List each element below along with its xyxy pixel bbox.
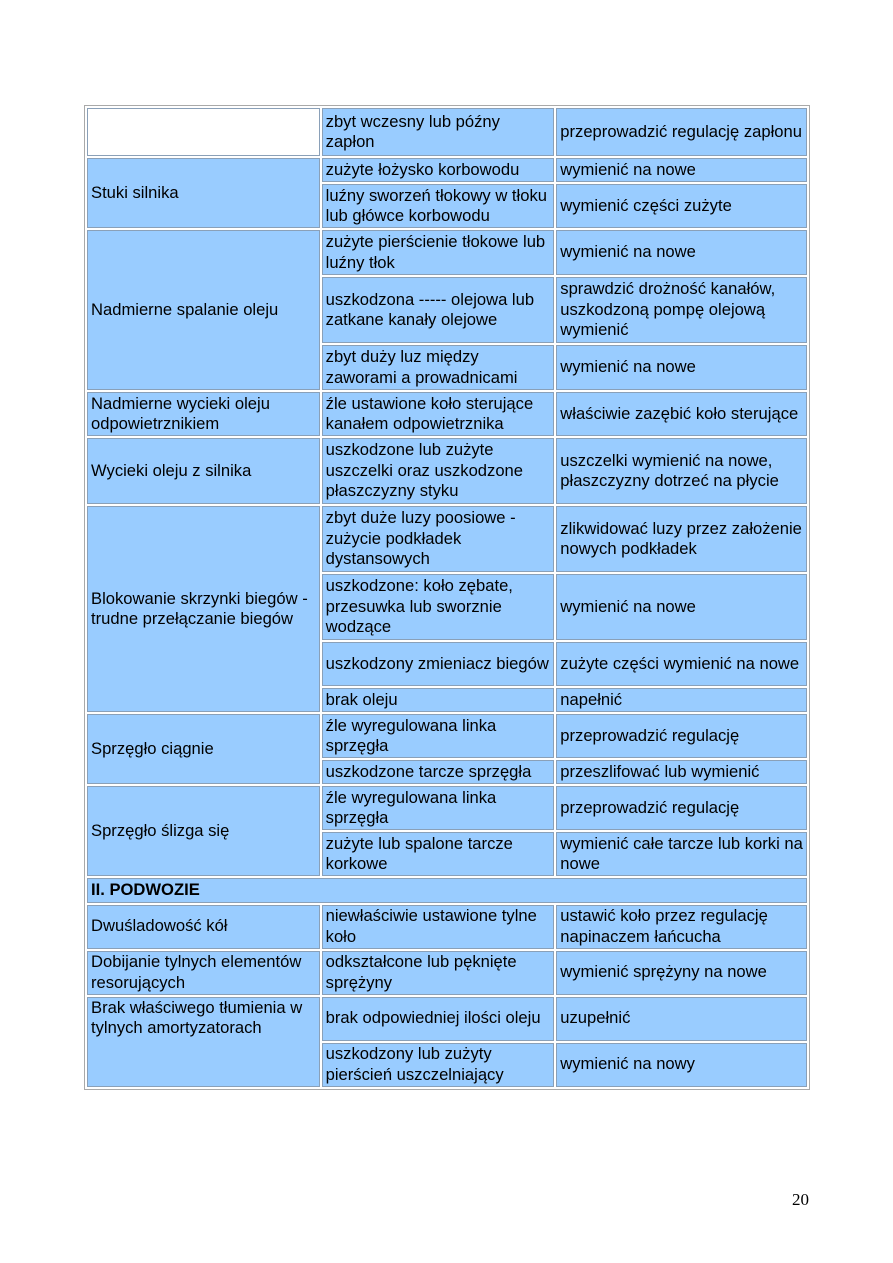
cause-cell: luźny sworzeń tłokowy w tłoku lub główce korbowodu [322,184,555,228]
fix-cell: napełnić [556,688,807,712]
cause-cell: zużyte lub spalone tarcze korkowe [322,832,555,876]
cause-cell: uszkodzone tarcze sprzęgła [322,760,555,784]
cause-cell: zbyt duże luzy poosiowe - zużycie podkładek dystansowych [322,506,555,572]
symptom-cell: Sprzęgło ślizga się [87,786,320,876]
cause-cell: uszkodzony lub zużyty pierścień uszczelniający [322,1043,555,1087]
table-row [87,438,807,504]
fix-cell: zużyte części wymienić na nowe [556,642,807,686]
fix-cell: wymienić na nowe [556,230,807,275]
fix-cell: wymienić sprężyny na nowe [556,951,807,995]
fix-cell: sprawdzić drożność kanałów, uszkodzoną pompę olejową wymienić [556,277,807,343]
symptom-cell: Brak właściwego tłumienia w tylnych amortyzatorach [87,997,320,1087]
fix-cell: przeszlifować lub wymienić [556,760,807,784]
cause-cell: uszkodzona ----- olejowa lub zatkane kanały olejowe [322,277,555,343]
table-row [87,506,807,572]
symptom-cell: Blokowanie skrzynki biegów - trudne przełączanie biegów [87,506,320,712]
table-row [87,951,807,995]
cause-cell: zbyt duży luz między zaworami a prowadnicami [322,345,555,390]
fix-cell: wymienić całe tarcze lub korki na nowe [556,832,807,876]
fix-cell: wymienić części zużyte [556,184,807,228]
symptom-cell: Dwuśladowość kół [87,905,320,949]
symptom-cell: Stuki silnika [87,158,320,228]
cause-cell: uszkodzone lub zużyte uszczelki oraz uszkodzone płaszczyzny styku [322,438,555,504]
symptom-cell: Nadmierne spalanie oleju [87,230,320,390]
fix-cell: wymienić na nowe [556,345,807,390]
symptom-cell: Dobijanie tylnych elementów resorujących [87,951,320,995]
cause-cell: brak odpowiedniej ilości oleju [322,997,555,1041]
cause-cell: źle wyregulowana linka sprzęgła [322,714,555,758]
symptom-cell: Wycieki oleju z silnika [87,438,320,504]
table-row [87,878,807,903]
symptom-cell: Sprzęgło ciągnie [87,714,320,784]
cause-cell: zużyte pierścienie tłokowe lub luźny tłok [322,230,555,275]
cause-cell: odkształcone lub pęknięte sprężyny [322,951,555,995]
fix-cell: uzupełnić [556,997,807,1041]
cause-cell: brak oleju [322,688,555,712]
fix-cell: zlikwidować luzy przez założenie nowych podkładek [556,506,807,572]
symptom-cell: Nadmierne wycieki oleju odpowietrznikiem [87,392,320,436]
section-heading: II. PODWOZIE [87,878,807,903]
fix-cell: ustawić koło przez regulację napinaczem łańcucha [556,905,807,949]
table-row [87,997,807,1041]
cause-cell: uszkodzony zmieniacz biegów [322,642,555,686]
cause-cell: zbyt wczesny lub późny zapłon [322,108,555,156]
table-row [87,786,807,830]
fix-cell: uszczelki wymienić na nowe, płaszczyzny dotrzeć na płycie [556,438,807,504]
fix-cell: wymienić na nowe [556,574,807,640]
fix-cell: wymienić na nowy [556,1043,807,1087]
table-row [87,714,807,758]
cause-cell: źle ustawione koło sterujące kanałem odpowietrznika [322,392,555,436]
table-row [87,108,807,156]
fault-table [84,105,810,1090]
cause-cell: uszkodzone: koło zębate, przesuwka lub sworznie wodzące [322,574,555,640]
cause-cell: zużyte łożysko korbowodu [322,158,555,182]
symptom-cell-empty [87,108,320,156]
table-row [87,158,807,182]
fix-cell: przeprowadzić regulację [556,786,807,830]
cause-cell: niewłaściwie ustawione tylne koło [322,905,555,949]
fix-cell: wymienić na nowe [556,158,807,182]
fix-cell: przeprowadzić regulację zapłonu [556,108,807,156]
table-row [87,905,807,949]
page-number: 20 [792,1190,809,1209]
table-row [87,230,807,275]
table-row [87,392,807,436]
fix-cell: właściwie zazębić koło sterujące [556,392,807,436]
fix-cell: przeprowadzić regulację [556,714,807,758]
cause-cell: źle wyregulowana linka sprzęgła [322,786,555,830]
